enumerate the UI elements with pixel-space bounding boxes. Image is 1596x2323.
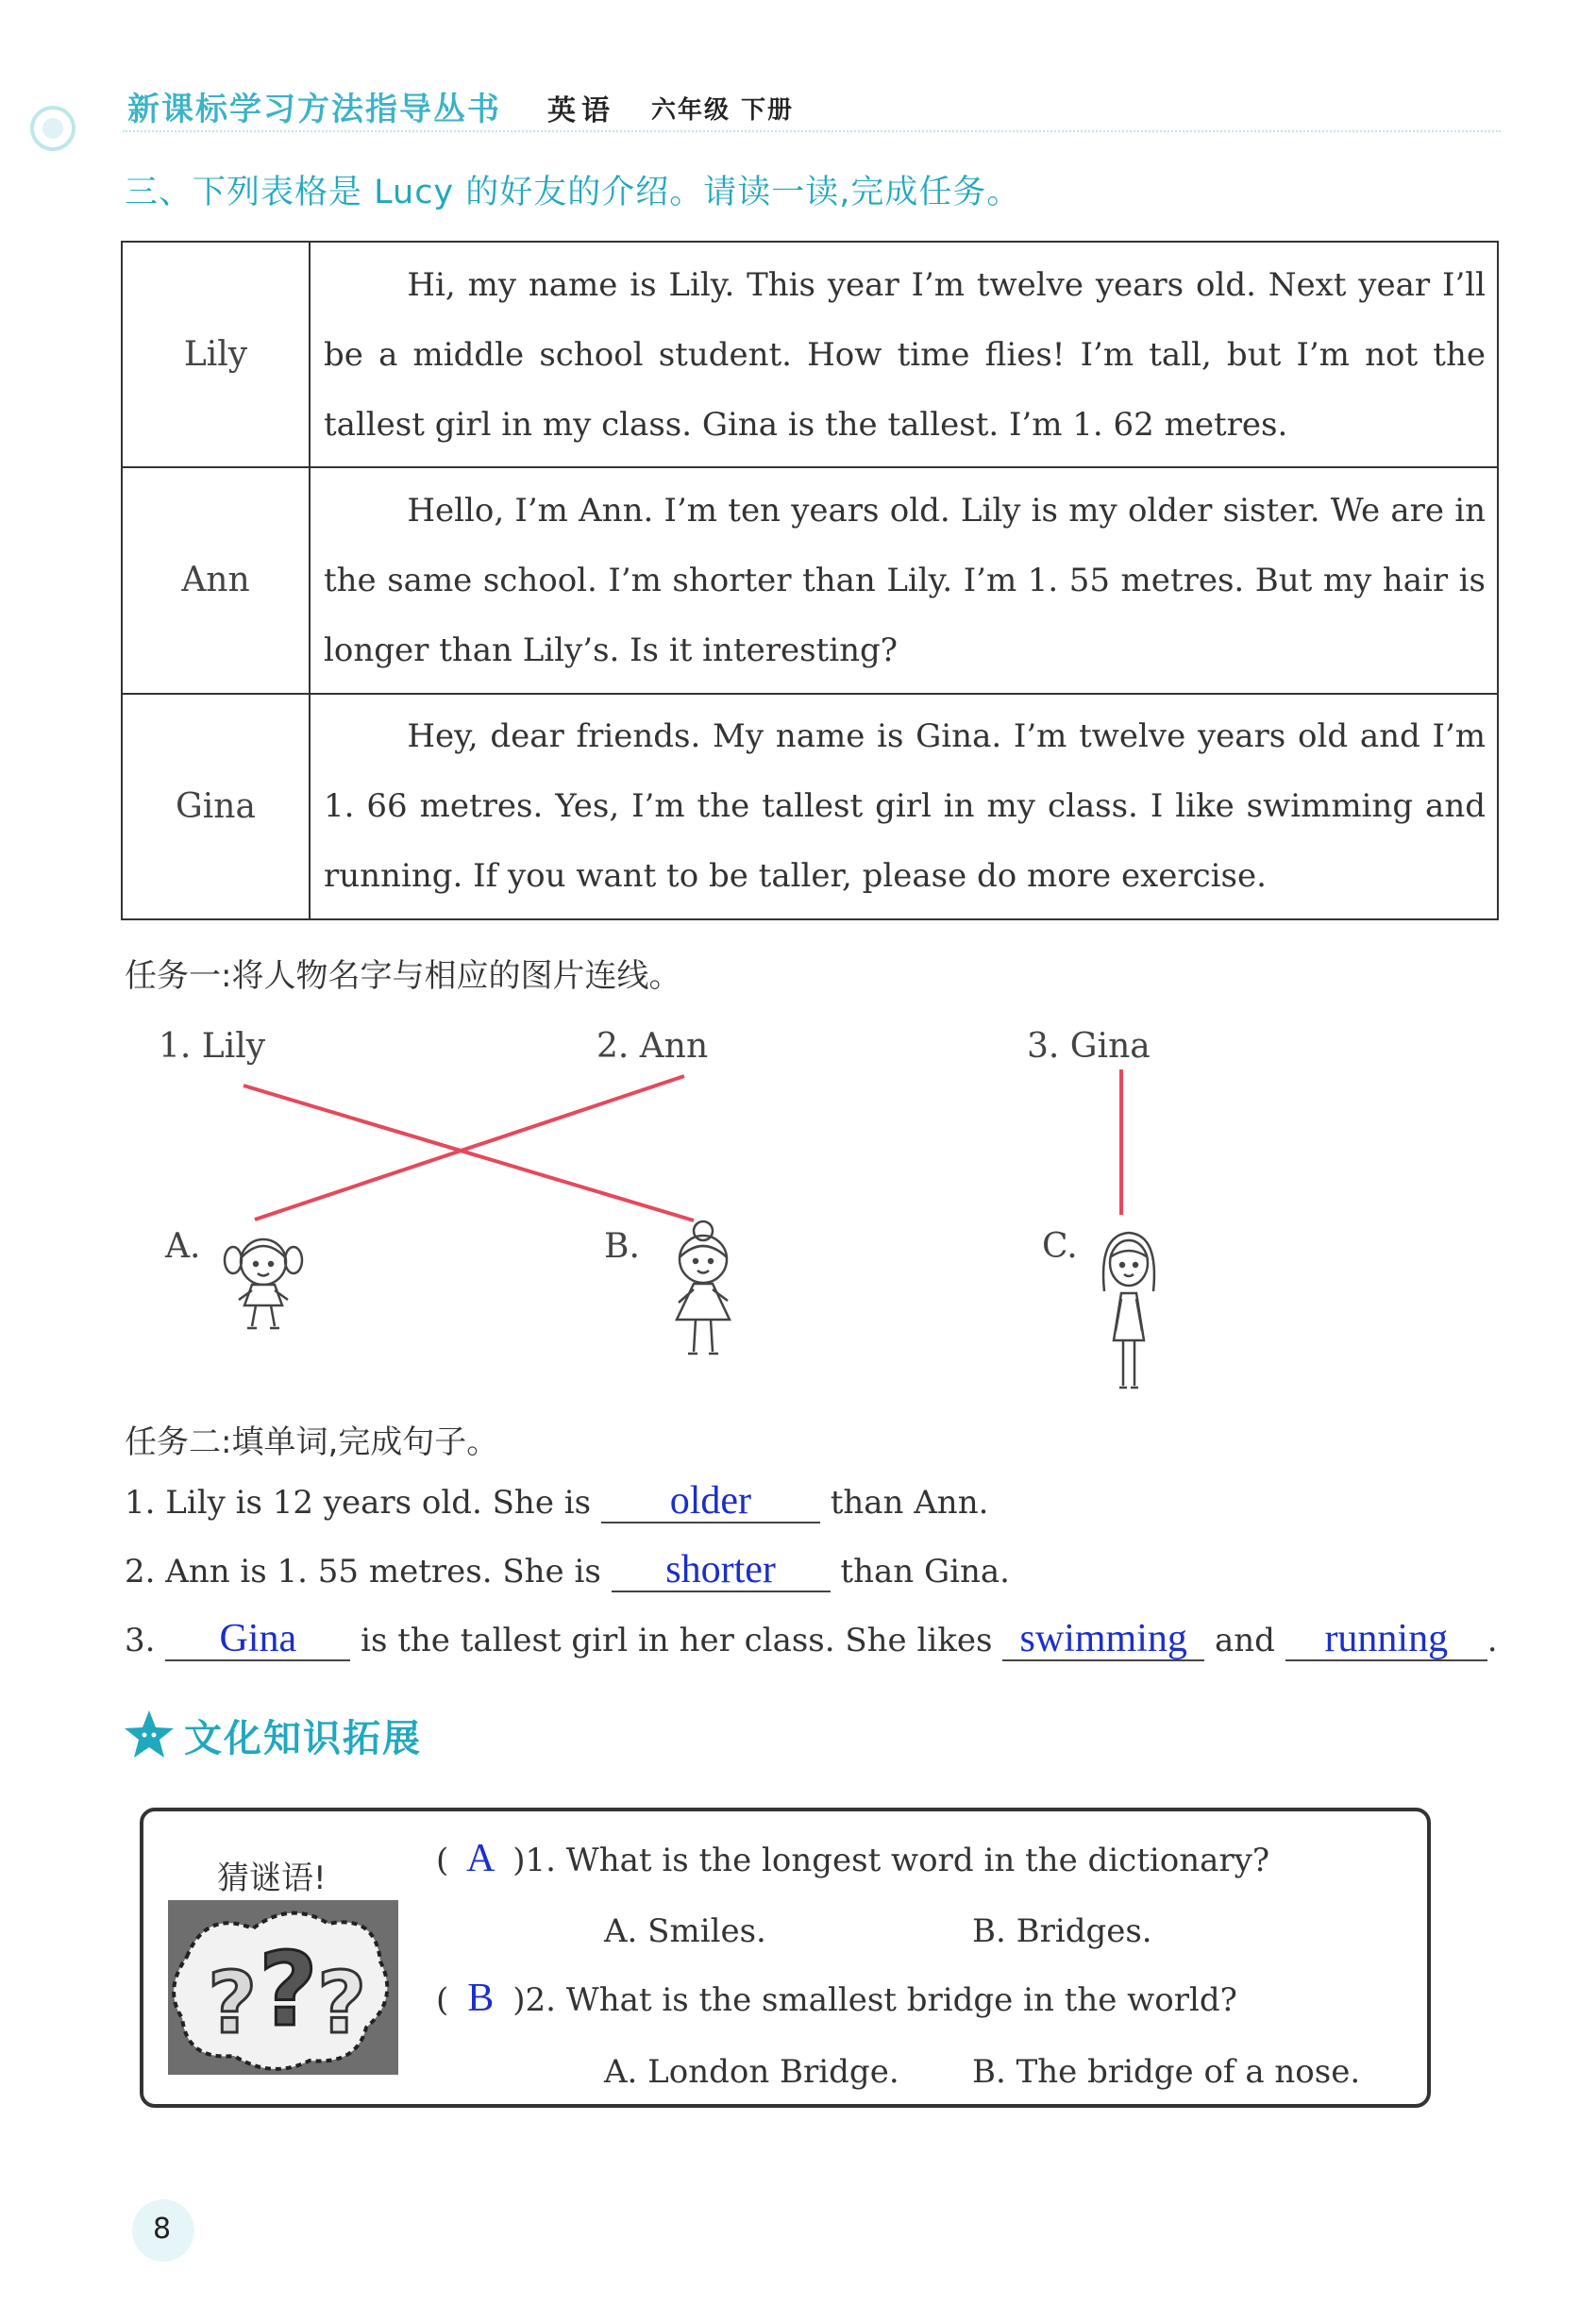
answer-blank[interactable]: older (601, 1480, 820, 1523)
person-label-ann: 2. Ann (596, 1027, 709, 1066)
section-title: 三、下列表格是 Lucy 的好友的介绍。请读一读,完成任务。 (125, 174, 1021, 211)
riddle-question-1 (436, 1836, 1269, 1881)
picture-label-c: C. (1042, 1227, 1078, 1266)
girl-a-figure (219, 1222, 309, 1340)
svg-text:?: ? (259, 1931, 318, 2049)
question-text: What is the longest word in the dictionary? (565, 1842, 1270, 1879)
riddle-option-2a: A. London Bridge. (604, 2053, 899, 2091)
sentence-text: Ann is 1. 55 metres. She is (165, 1553, 601, 1591)
answer-blank[interactable]: running (1285, 1618, 1487, 1661)
girl-c-figure (1093, 1225, 1164, 1405)
svg-text:?: ? (208, 1954, 258, 2053)
svg-text:?: ? (317, 1954, 367, 2053)
riddle-option-1b: B. Bridges. (972, 1912, 1152, 1950)
sentence-text: than Gina. (840, 1553, 1010, 1591)
person-label-lily: 1. Lily (159, 1027, 266, 1066)
sentence-text: and (1215, 1622, 1275, 1659)
header-series-title: 新课标学习方法指导丛书 (127, 91, 501, 128)
person-name-cell: Gina (122, 694, 310, 919)
star-icon (121, 1707, 177, 1763)
sentence-3 (125, 1618, 1498, 1661)
picture-label-a: A. (165, 1227, 201, 1266)
person-name-cell: Lily (122, 242, 310, 467)
task1-title: 任务一:将人物名字与相应的图片连线。 (125, 957, 681, 995)
paren: ( (436, 1981, 449, 2019)
riddle-question-2 (436, 1976, 1237, 2021)
introduction-table (121, 241, 1499, 920)
person-name-cell: Ann (122, 467, 310, 693)
question-marks-icon (168, 1900, 398, 2075)
person-intro-cell: Hello, I’m Ann. I’m ten years old. Lily is my older sister. We are in the same school. I’m shorter than Lily. I’m 1. 55 metres. But my hair is longer than Lily’s. Is it interesting? (310, 467, 1498, 693)
sentence-text: Lily is 12 years old. She is (165, 1484, 592, 1522)
riddle-title: 猜谜语! (217, 1860, 327, 1897)
girl-b-figure (656, 1218, 750, 1369)
paren: ( (436, 1842, 449, 1879)
person-label-gina: 3. Gina (1027, 1027, 1151, 1066)
match-line-lily-b (244, 1086, 694, 1220)
sentence-number: 2. (125, 1553, 156, 1591)
answer-blank[interactable]: swimming (1002, 1618, 1204, 1661)
match-line-ann-a (255, 1076, 684, 1220)
table-row (122, 242, 1498, 467)
sentence-2 (125, 1549, 1010, 1592)
header-subject: 英语 (547, 94, 615, 127)
page-number: 8 (153, 2213, 172, 2246)
answer-blank[interactable]: shorter (612, 1549, 831, 1592)
picture-label-b: B. (604, 1227, 640, 1266)
sentence-number: 1. (125, 1484, 156, 1522)
question-text: What is the smallest bridge in the world? (565, 1981, 1237, 2019)
answer-blank[interactable]: Gina (165, 1618, 350, 1661)
sentence-1 (125, 1480, 988, 1523)
table-row (122, 467, 1498, 693)
header-badge-icon (26, 102, 79, 155)
header-grade: 六年级 下册 (651, 96, 795, 125)
person-intro-cell: Hi, my name is Lily. This year I’m twelve years old. Next year I’ll be a middle school student. How time flies! I’m tall, but I’m not the tallest girl in my class. Gina is the tallest. I’m 1. 62 metres. (310, 242, 1498, 467)
sentence-number: 3. (125, 1622, 156, 1659)
sentence-text: . (1487, 1622, 1498, 1659)
table-row (122, 694, 1498, 919)
culture-section-title: 文化知识拓展 (184, 1717, 422, 1760)
question-number: )2. (512, 1981, 556, 2019)
header-divider (123, 130, 1501, 132)
sentence-text: is the tallest girl in her class. She likes (361, 1622, 993, 1659)
sentence-text: than Ann. (830, 1484, 989, 1522)
task2-title: 任务二:填单词,完成句子。 (125, 1423, 499, 1461)
question-number: )1. (512, 1842, 556, 1879)
riddle-option-2b: B. The bridge of a nose. (972, 2053, 1361, 2091)
person-intro-cell: Hey, dear friends. My name is Gina. I’m twelve years old and I’m 1. 66 metres. Yes, I’m the tallest girl in my class. I like swimming and running. If you want to be taller, please do more exercise. (310, 694, 1498, 919)
riddle-answer[interactable]: A (466, 1837, 496, 1880)
riddle-answer[interactable]: B (467, 1977, 495, 2020)
riddle-option-1a: A. Smiles. (604, 1912, 766, 1950)
